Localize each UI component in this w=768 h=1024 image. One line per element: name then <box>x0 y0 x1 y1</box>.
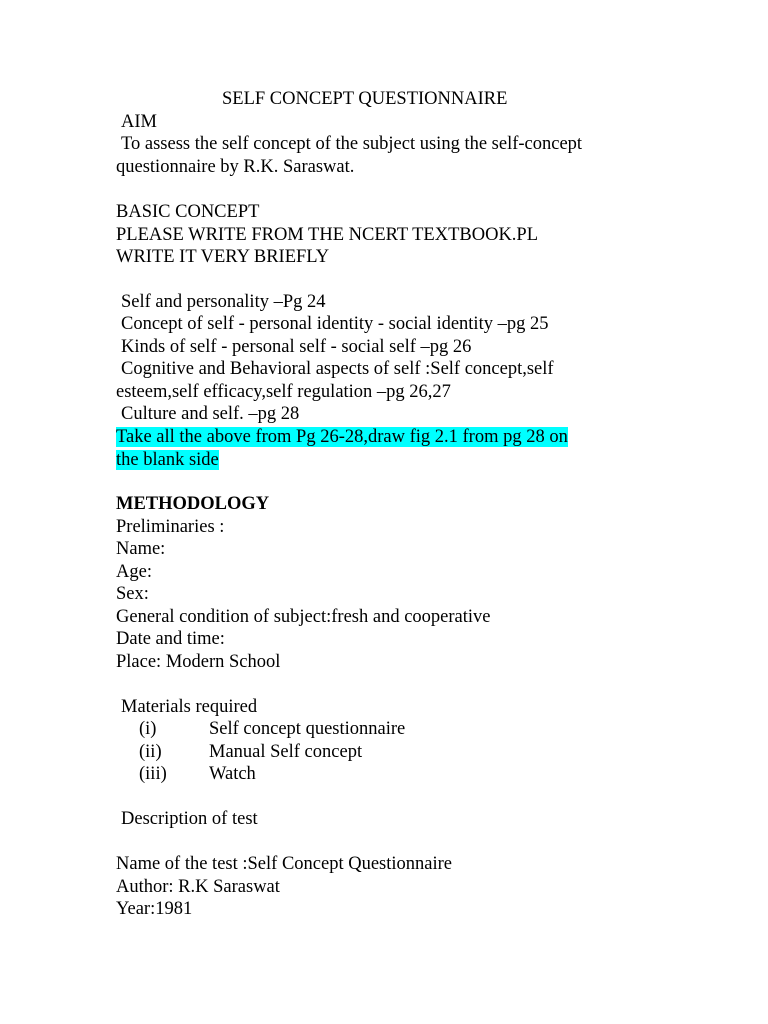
highlight-mark: Take all the above from Pg 26-28,draw fig 2.1 from pg 28 on <box>116 427 568 447</box>
preliminaries-label: Preliminaries : <box>116 517 225 537</box>
highlight-mark: the blank side <box>116 450 219 470</box>
methodology-heading: METHODOLOGY <box>116 494 270 514</box>
materials-item-number: (i) <box>139 719 157 739</box>
basic-concept-instruction1: PLEASE WRITE FROM THE NCERT TEXTBOOK.PL <box>116 225 539 245</box>
materials-item-number: (ii) <box>139 742 162 762</box>
materials-item-text: Self concept questionnaire <box>209 719 406 739</box>
materials-item-number: (iii) <box>139 764 167 784</box>
concept-item: Kinds of self - personal self - social self –pg 26 <box>121 337 472 357</box>
aim-heading: AIM <box>121 112 157 132</box>
concept-item: Cognitive and Behavioral aspects of self :Self concept,self <box>121 359 554 379</box>
materials-item-text: Watch <box>209 764 256 784</box>
concept-item: Self and personality –Pg 24 <box>121 292 326 312</box>
sex-field-label: Sex: <box>116 584 149 604</box>
description-heading: Description of test <box>121 809 258 829</box>
basic-concept-instruction2: WRITE IT VERY BRIEFLY <box>116 247 330 267</box>
basic-concept-heading: BASIC CONCEPT <box>116 202 260 222</box>
concept-item: Culture and self. –pg 28 <box>121 404 300 424</box>
year-field: Year:1981 <box>116 899 193 919</box>
document-title: SELF CONCEPT QUESTIONNAIRE <box>222 89 508 109</box>
datetime-field-label: Date and time: <box>116 629 225 649</box>
name-field-label: Name: <box>116 539 166 559</box>
materials-item-text: Manual Self concept <box>209 742 363 762</box>
condition-field: General condition of subject:fresh and cooperative <box>116 607 491 627</box>
author-field: Author: R.K Saraswat <box>116 877 280 897</box>
place-field: Place: Modern School <box>116 652 281 672</box>
aim-text-line1: To assess the self concept of the subject using the self-concept <box>121 134 583 154</box>
age-field-label: Age: <box>116 562 152 582</box>
concept-item: Concept of self - personal identity - social identity –pg 25 <box>121 314 549 334</box>
materials-heading: Materials required <box>121 697 258 717</box>
highlighted-note-line1 <box>116 426 568 448</box>
highlighted-note-line2 <box>116 449 219 471</box>
test-name-field: Name of the test :Self Concept Questionnaire <box>116 854 452 874</box>
aim-text-line2: questionnaire by R.K. Saraswat. <box>116 157 355 177</box>
concept-item: esteem,self efficacy,self regulation –pg 26,27 <box>116 382 451 402</box>
